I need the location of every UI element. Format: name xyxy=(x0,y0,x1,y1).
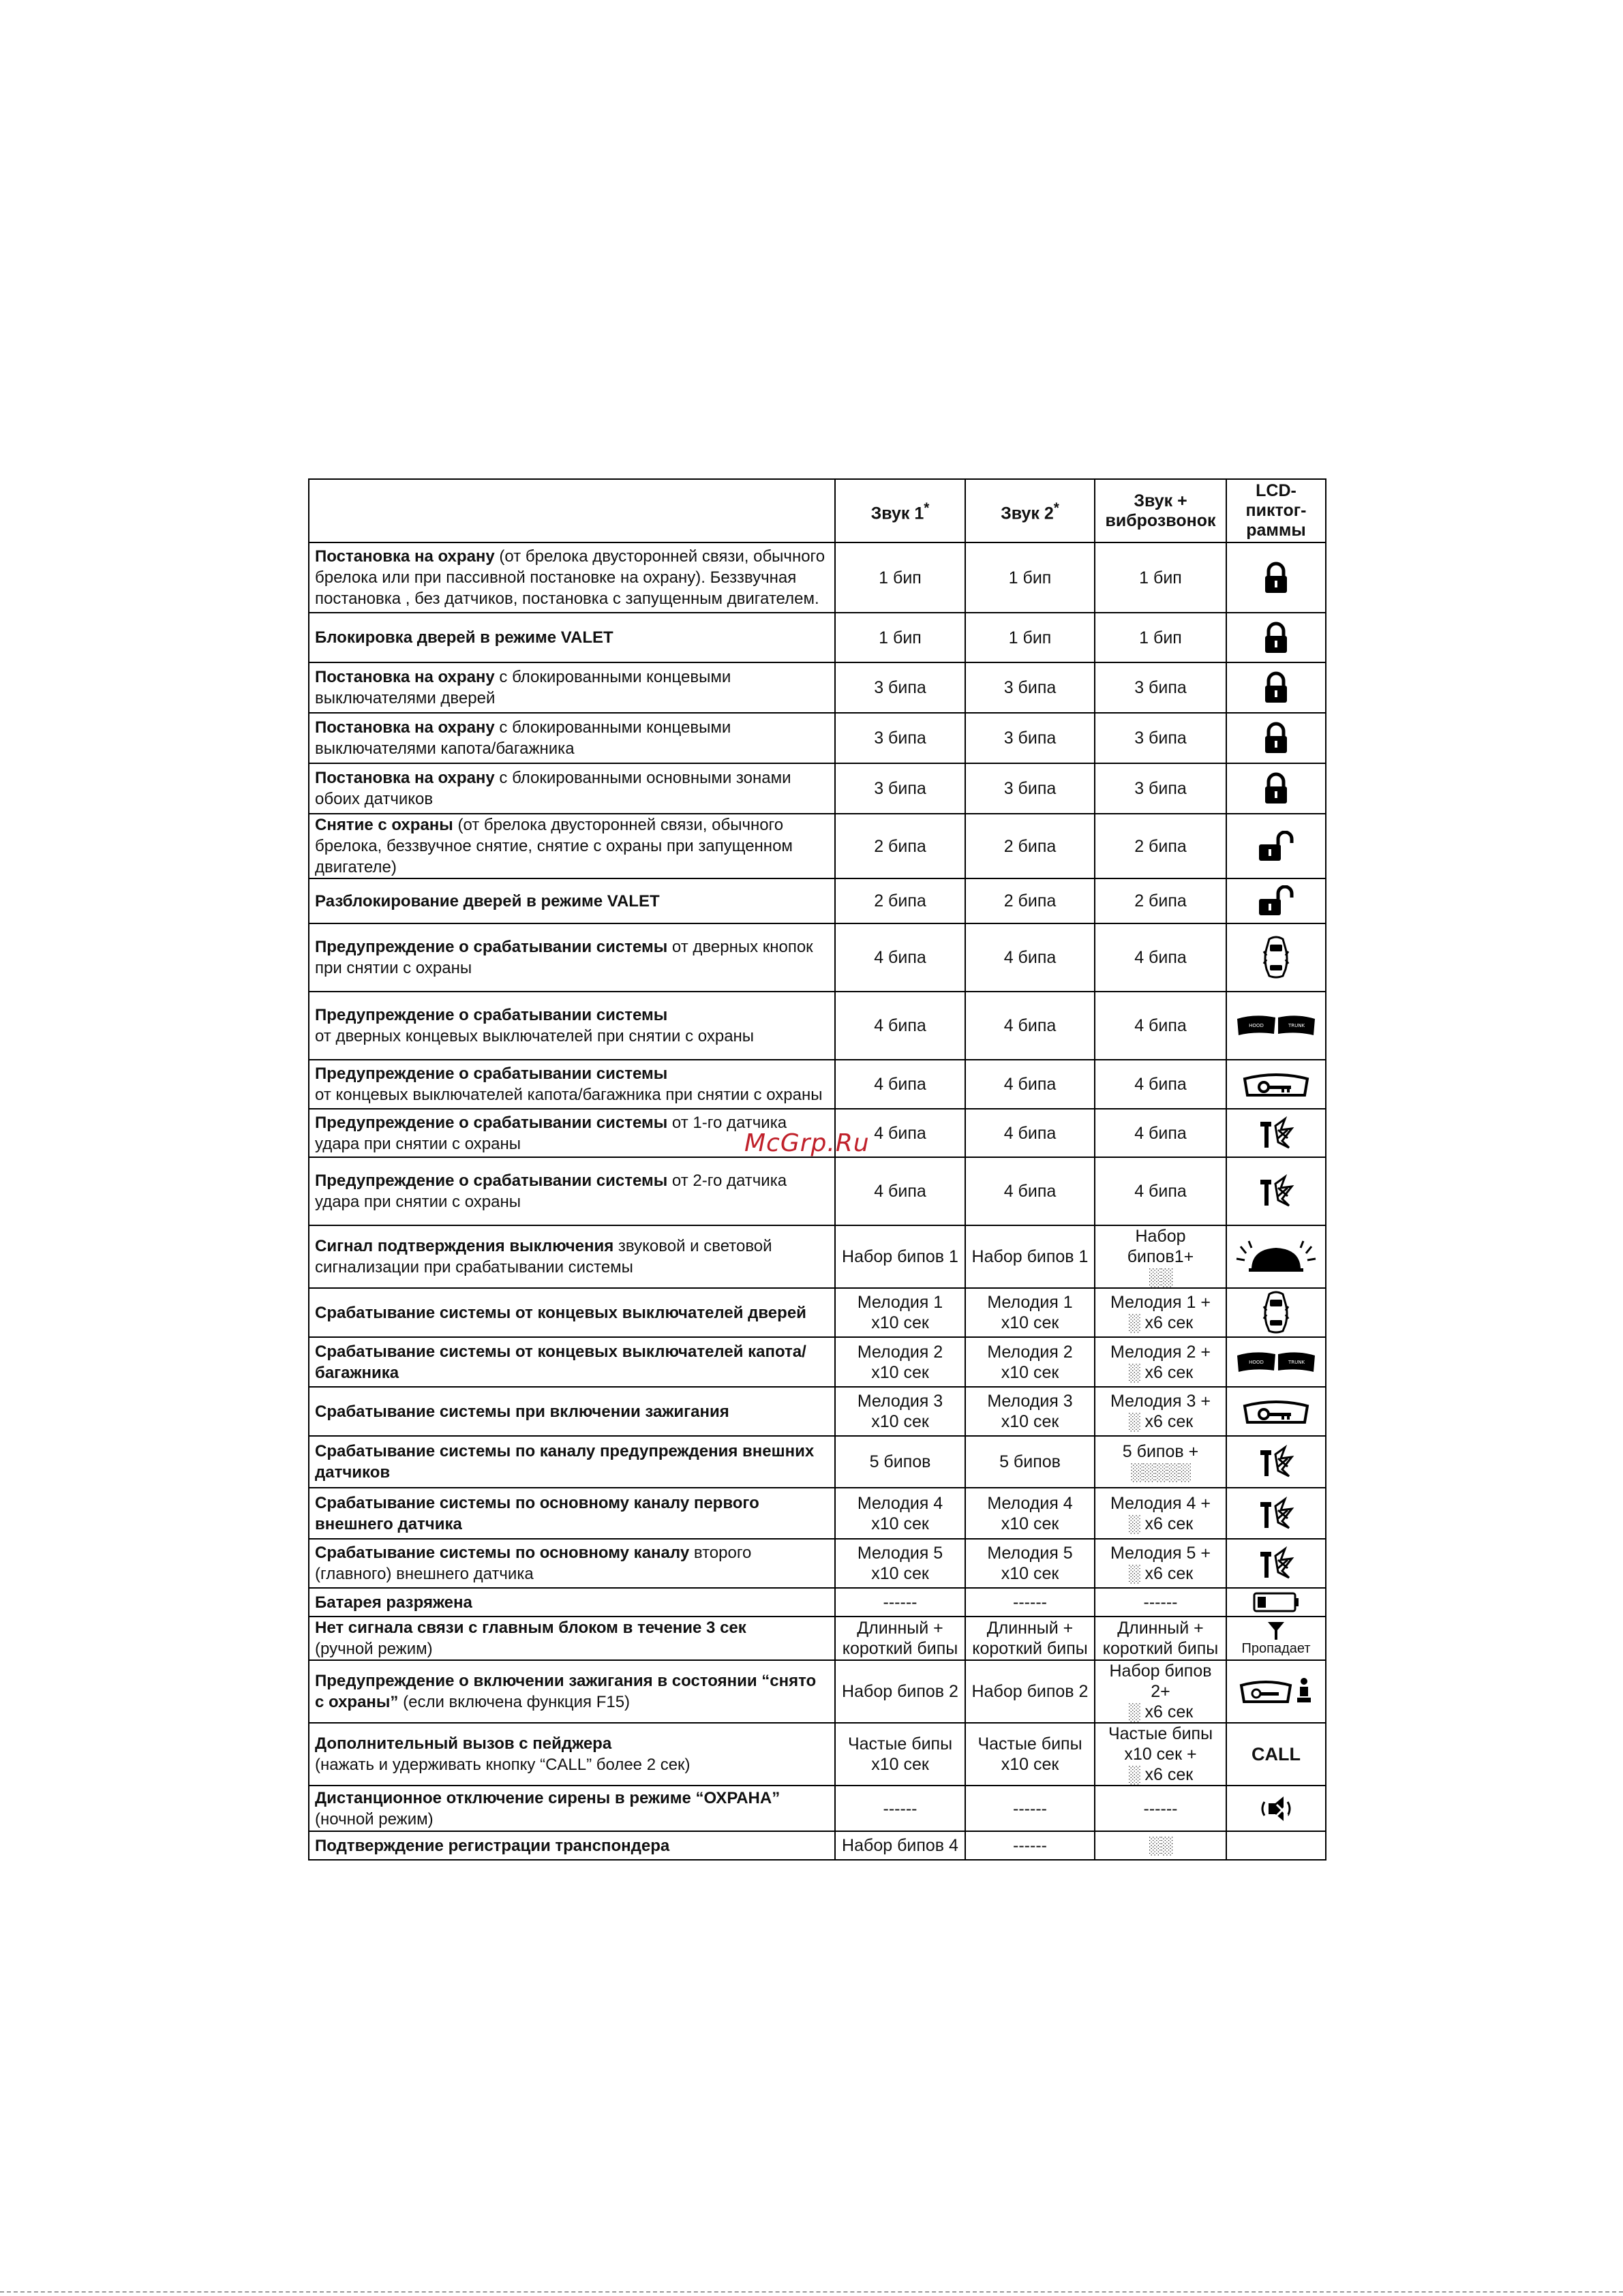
event-details: от дверных концевых выключателей при снятии с охраны xyxy=(315,1027,755,1045)
sound-vibro-value-line-1: Набор бипов 2+ xyxy=(1109,1662,1212,1701)
event-title: Постановка на охрану xyxy=(315,718,495,737)
sound2-value: 4 бипа xyxy=(965,923,1095,992)
svg-text:HOOD: HOOD xyxy=(1249,1023,1264,1028)
sound2-value: 2 бипа xyxy=(965,878,1095,923)
sound2-value: 3 бипа xyxy=(965,763,1095,814)
sound1-value xyxy=(835,1337,965,1387)
sound2-value: 5 бипов xyxy=(965,1436,1095,1488)
table-row xyxy=(309,1617,1326,1660)
table-row xyxy=(309,1723,1326,1786)
sound-vibro-value-line-1: ░░ xyxy=(1148,1836,1173,1855)
page-bottom-dashed-line xyxy=(0,2291,1623,2293)
lcd-icon-cell xyxy=(1226,1060,1326,1109)
sound1-value-line-2: х10 сек xyxy=(871,1362,929,1382)
event-title: Снятие с охраны xyxy=(315,816,453,834)
table-body xyxy=(309,542,1326,1860)
table-row xyxy=(309,814,1326,878)
sound2-value: Набор бипов 2 xyxy=(965,1660,1095,1723)
lock-closed-icon xyxy=(1262,782,1290,794)
event-description xyxy=(309,713,835,763)
event-description xyxy=(309,1157,835,1225)
table-row xyxy=(309,662,1326,713)
table-row xyxy=(309,1387,1326,1436)
table-row xyxy=(309,992,1326,1060)
header-lcd-icons xyxy=(1226,479,1326,542)
sound2-value xyxy=(965,1723,1095,1786)
sound1-value-line-1: Мелодия 2 xyxy=(857,1342,943,1362)
lcd-icon-cell xyxy=(1226,763,1326,814)
event-description xyxy=(309,1337,835,1387)
sound-vibro-value-line-2: ░░░░░ xyxy=(1130,1463,1191,1482)
car-doors-icon xyxy=(1261,951,1291,963)
event-details: (нажать и удерживать кнопку “CALL” более 2 сек) xyxy=(315,1756,691,1774)
shock-sensor-icon xyxy=(1258,1507,1294,1519)
table-row xyxy=(309,1436,1326,1488)
event-title: Срабатывание системы от концевых выключателей капота/багажника xyxy=(315,1342,806,1382)
table-row xyxy=(309,613,1326,662)
event-title: Срабатывание системы по каналу предупреждения внешних датчиков xyxy=(315,1442,815,1482)
lcd-icon-cell xyxy=(1226,1660,1326,1723)
sound2-value-line-1: Мелодия 5 xyxy=(987,1544,1073,1563)
sound-vibro-value: 4 бипа xyxy=(1095,1060,1226,1109)
sound-vibro-value: 2 бипа xyxy=(1095,878,1226,923)
event-details: с блокированными концевыми выключателями дверей xyxy=(315,668,731,707)
table-row xyxy=(309,878,1326,923)
sound1-value: 4 бипа xyxy=(835,923,965,992)
lcd-icon-cell xyxy=(1226,1337,1326,1387)
hood-trunk-icon xyxy=(1236,1356,1316,1368)
sound1-value: 4 бипа xyxy=(835,992,965,1060)
sound1-value: Набор бипов 4 xyxy=(835,1831,965,1860)
header-sound2-label: Звук 2 xyxy=(1001,504,1054,523)
lcd-icon-cell xyxy=(1226,1436,1326,1488)
event-details: (от брелока двусторонней связи, обычного брелока, беззвучное снятие, снятие с охраны при запущенном двигателе) xyxy=(315,816,793,876)
sound1-value-line-1: Мелодия 5 xyxy=(857,1544,943,1563)
lcd-icon-cell xyxy=(1226,814,1326,878)
svg-text:TRUNK: TRUNK xyxy=(1288,1359,1305,1365)
call-text-icon: CALL xyxy=(1252,1743,1301,1764)
sound-vibro-value-line-1: 5 бипов + xyxy=(1122,1442,1199,1461)
sound-vibro-value-line-2: ░ х6 сек xyxy=(1127,1412,1194,1431)
sound2-value: ------ xyxy=(965,1831,1095,1860)
event-details: второго (главного) внешнего датчика xyxy=(315,1544,752,1583)
sound-vibro-value xyxy=(1095,1337,1226,1387)
sound-vibro-value: ------ xyxy=(1095,1786,1226,1831)
header-sound1 xyxy=(835,479,965,542)
table-row xyxy=(309,1786,1326,1831)
event-title: Предупреждение о срабатывании системы xyxy=(315,1006,668,1024)
sound-vibro-value-line-3: ░ х6 сек xyxy=(1127,1765,1194,1784)
event-title: Срабатывание системы при включении зажигания xyxy=(315,1402,729,1421)
svg-text:HOOD: HOOD xyxy=(1249,1359,1264,1365)
event-description xyxy=(309,1786,835,1831)
sound-vibro-value xyxy=(1095,1660,1226,1723)
event-title: Дистанционное отключение сирены в режиме “ОХРАНА” xyxy=(315,1788,780,1807)
header-lcd-line1: LCD- xyxy=(1256,481,1296,500)
shock-sensor-icon xyxy=(1258,1185,1294,1197)
header-sound-vibro-line2: виброзвонок xyxy=(1105,510,1216,530)
sound2-value-line-2: х10 сек xyxy=(1001,1755,1059,1774)
sound-vibro-value-line-2: ░ х6 сек xyxy=(1127,1362,1194,1382)
lcd-icon-cell xyxy=(1226,662,1326,713)
key-person-icon xyxy=(1239,1685,1314,1697)
event-description xyxy=(309,1488,835,1539)
sound2-value: 2 бипа xyxy=(965,814,1095,878)
sound1-value-line-1: Мелодия 4 xyxy=(857,1493,943,1513)
sound-vibro-value: 1 бип xyxy=(1095,542,1226,613)
sound-vibro-value: 4 бипа xyxy=(1095,992,1226,1060)
lcd-icon-cell xyxy=(1226,878,1326,923)
event-title: Предупреждение о срабатывании системы xyxy=(315,938,668,956)
header-lcd-line2: пиктог- xyxy=(1245,501,1307,520)
sound1-value: 4 бипа xyxy=(835,1109,965,1157)
sound2-value xyxy=(965,1337,1095,1387)
lcd-icon-cell xyxy=(1226,1723,1326,1786)
sound1-value xyxy=(835,1617,965,1660)
sound-vibro-value: 3 бипа xyxy=(1095,662,1226,713)
sound2-value xyxy=(965,1539,1095,1588)
sound2-value-line-2: х10 сек xyxy=(1001,1564,1059,1583)
event-title: Срабатывание системы по основному каналу xyxy=(315,1544,690,1562)
sound-vibro-value xyxy=(1095,1225,1226,1288)
header-sound-vibro xyxy=(1095,479,1226,542)
sound2-value-line-2: х10 сек xyxy=(1001,1514,1059,1533)
sound2-value: 4 бипа xyxy=(965,1060,1095,1109)
sound1-value: 4 бипа xyxy=(835,1157,965,1225)
lock-open-icon xyxy=(1258,840,1294,852)
sound1-value xyxy=(835,1288,965,1337)
event-description xyxy=(309,992,835,1060)
header-sound2-asterisk: * xyxy=(1053,500,1059,516)
sound2-value xyxy=(965,1387,1095,1436)
event-description xyxy=(309,1723,835,1786)
sound-vibro-value: 4 бипа xyxy=(1095,1109,1226,1157)
sound2-value: Набор бипов 1 xyxy=(965,1225,1095,1288)
table-row xyxy=(309,1337,1326,1387)
sound1-value-line-1: Частые бипы xyxy=(847,1734,953,1754)
sound-vibro-value: 3 бипа xyxy=(1095,713,1226,763)
event-title: Постановка на охрану xyxy=(315,769,495,787)
sound2-value: 4 бипа xyxy=(965,1157,1095,1225)
table-header-row xyxy=(309,479,1326,542)
sound-vibro-value-line-1: Мелодия 1 + xyxy=(1110,1293,1211,1312)
table-row xyxy=(309,542,1326,613)
lcd-icon-cell xyxy=(1226,1109,1326,1157)
table-row xyxy=(309,923,1326,992)
sound1-value: 4 бипа xyxy=(835,1060,965,1109)
event-description xyxy=(309,923,835,992)
event-title: Дополнительный вызов с пейджера xyxy=(315,1734,612,1753)
ignition-key-icon xyxy=(1242,1405,1310,1417)
sound-vibro-value-line-2: ░░ xyxy=(1148,1268,1173,1287)
sound2-value-line-1: Мелодия 1 xyxy=(987,1293,1073,1312)
event-description xyxy=(309,814,835,878)
sound-vibro-value: 4 бипа xyxy=(1095,923,1226,992)
sound1-value-line-2: х10 сек xyxy=(871,1313,929,1332)
event-title: Предупреждение о срабатывании системы xyxy=(315,1113,668,1132)
lcd-icon-cell xyxy=(1226,613,1326,662)
event-details: (ночной режим) xyxy=(315,1809,434,1828)
event-details: от 2-го датчика удара при снятии с охраны xyxy=(315,1172,787,1211)
sound-vibro-value: 4 бипа xyxy=(1095,1157,1226,1225)
lcd-icon-cell xyxy=(1226,542,1326,613)
event-description xyxy=(309,662,835,713)
event-details: (если включена функция F15) xyxy=(398,1693,631,1711)
event-details: звуковой и световой сигнализации при срабатывании системы xyxy=(315,1237,772,1276)
sound1-value: 3 бипа xyxy=(835,713,965,763)
sound1-value: Набор бипов 2 xyxy=(835,1660,965,1723)
lcd-icon-cell xyxy=(1226,1831,1326,1860)
sound2-value-line-1: Мелодия 2 xyxy=(987,1342,1073,1362)
table-row xyxy=(309,713,1326,763)
sound1-value xyxy=(835,1488,965,1539)
event-title: Срабатывание системы от концевых выключателей дверей xyxy=(315,1303,806,1322)
sound1-value: ------ xyxy=(835,1588,965,1617)
sound1-value-line-2: х10 сек xyxy=(871,1564,929,1583)
sound1-value: 3 бипа xyxy=(835,662,965,713)
sound2-value xyxy=(965,1288,1095,1337)
table-row xyxy=(309,1225,1326,1288)
sound2-value: 4 бипа xyxy=(965,992,1095,1060)
lcd-icon-cell xyxy=(1226,1387,1326,1436)
lcd-icon-cell xyxy=(1226,713,1326,763)
event-title: Подтверждение регистрации транспондера xyxy=(315,1836,670,1855)
sound-vibro-value-line-1: Мелодия 3 + xyxy=(1110,1392,1211,1411)
sound-vibro-value: 3 бипа xyxy=(1095,763,1226,814)
table-row xyxy=(309,1157,1326,1225)
sound2-value: ------ xyxy=(965,1786,1095,1831)
sound-vibro-value-line-2: ░ х6 сек xyxy=(1127,1313,1194,1332)
sound1-value-line-1: Мелодия 3 xyxy=(857,1392,943,1411)
sound1-value xyxy=(835,1539,965,1588)
sound1-value-line-2: х10 сек xyxy=(871,1755,929,1774)
event-description xyxy=(309,1588,835,1617)
table-row xyxy=(309,1588,1326,1617)
table-row xyxy=(309,1660,1326,1723)
sound1-value-line-2: короткий бипы xyxy=(842,1639,958,1658)
event-description xyxy=(309,1660,835,1723)
event-description xyxy=(309,542,835,613)
event-details: от 1-го датчика удара при снятии с охраны xyxy=(315,1113,787,1153)
event-description xyxy=(309,613,835,662)
sound2-value-line-2: короткий бипы xyxy=(972,1639,1088,1658)
svg-text:TRUNK: TRUNK xyxy=(1288,1023,1305,1028)
sound-vibro-value-line-1: Мелодия 4 + xyxy=(1110,1493,1211,1513)
lcd-icon-cell xyxy=(1226,992,1326,1060)
sound-vibro-value: 1 бип xyxy=(1095,613,1226,662)
lock-closed-icon xyxy=(1262,572,1290,583)
sound2-value-line-1: Длинный + xyxy=(986,1619,1074,1638)
sound-vibro-value xyxy=(1095,1288,1226,1337)
sound-vibro-value-line-2: ░ х6 сек xyxy=(1127,1514,1194,1533)
sound2-value xyxy=(965,1617,1095,1660)
lcd-icon-cell xyxy=(1226,1617,1326,1660)
header-sound1-label: Звук 1 xyxy=(870,504,924,523)
header-sound2 xyxy=(965,479,1095,542)
event-description xyxy=(309,1617,835,1660)
event-title: Блокировка дверей в режиме VALET xyxy=(315,628,613,647)
event-description xyxy=(309,1060,835,1109)
event-description xyxy=(309,1539,835,1588)
sound-vibro-value xyxy=(1095,1488,1226,1539)
sound-vibro-value-line-2: х10 сек + xyxy=(1124,1745,1197,1764)
watermark-text: McGrp.Ru xyxy=(744,1129,870,1157)
sound-vibro-value-line-2: короткий бипы xyxy=(1102,1639,1219,1658)
event-description xyxy=(309,1288,835,1337)
sound1-value: 3 бипа xyxy=(835,763,965,814)
sound1-value: 5 бипов xyxy=(835,1436,965,1488)
event-details: от концевых выключателей капота/багажника при снятии с охраны xyxy=(315,1086,823,1104)
sound-vibro-value-line-1: Мелодия 2 + xyxy=(1110,1342,1211,1362)
sound-vibro-value-line-1: Мелодия 5 + xyxy=(1110,1544,1211,1563)
lock-closed-icon xyxy=(1262,682,1290,693)
event-title: Предупреждение о включении зажигания в состоянии “снято с охраны” xyxy=(315,1672,817,1711)
hood-trunk-icon xyxy=(1236,1020,1316,1031)
event-description xyxy=(309,1225,835,1288)
header-lcd-line3: раммы xyxy=(1246,521,1306,540)
sound1-value-line-2: х10 сек xyxy=(871,1412,929,1431)
event-title: Постановка на охрану xyxy=(315,668,495,686)
lcd-icon-cell xyxy=(1226,1786,1326,1831)
sound-vibro-value: 2 бипа xyxy=(1095,814,1226,878)
sound-vibro-value xyxy=(1095,1539,1226,1588)
sound2-value-line-2: х10 сек xyxy=(1001,1313,1059,1332)
event-title: Предупреждение о срабатывании системы xyxy=(315,1065,668,1083)
sound-vibro-value-line-1: Частые бипы xyxy=(1108,1724,1213,1743)
sound-vibro-value xyxy=(1095,1436,1226,1488)
sound2-value-line-1: Мелодия 4 xyxy=(987,1493,1073,1513)
sound-vibro-value-line-1: Длинный + xyxy=(1117,1619,1204,1638)
event-details: от дверных кнопок при снятии с охраны xyxy=(315,938,813,977)
event-description xyxy=(309,763,835,814)
sound1-value: Набор бипов 1 xyxy=(835,1225,965,1288)
sound1-value xyxy=(835,1723,965,1786)
sound1-value-line-1: Мелодия 1 xyxy=(857,1293,943,1312)
sound-vibro-value-line-2: ░ х6 сек xyxy=(1127,1564,1194,1583)
shock-sensor-icon xyxy=(1258,1127,1294,1139)
car-doors-icon xyxy=(1261,1306,1291,1318)
sound-vibro-value xyxy=(1095,1831,1226,1860)
siren-mute-icon xyxy=(1258,1803,1294,1814)
event-details: (от брелока двусторонней связи, обычного брелока или при пассивной постановке на охрану). Беззвучная постановка , без датчиков, постановка с запущенным двигателем. xyxy=(315,547,825,608)
sound1-value-line-2: х10 сек xyxy=(871,1514,929,1533)
event-description xyxy=(309,878,835,923)
lcd-icon-cell xyxy=(1226,1225,1326,1288)
ignition-key-icon xyxy=(1242,1078,1310,1090)
shock-sensor-icon xyxy=(1258,1557,1294,1569)
sound-vibro-value xyxy=(1095,1387,1226,1436)
event-title: Батарея разряжена xyxy=(315,1593,472,1612)
lcd-icon-cell xyxy=(1226,1588,1326,1617)
lcd-icon-cell xyxy=(1226,1488,1326,1539)
event-title: Срабатывание системы по основному каналу первого внешнего датчика xyxy=(315,1493,759,1533)
sound1-value: 2 бипа xyxy=(835,814,965,878)
table-row xyxy=(309,763,1326,814)
sound2-value: ------ xyxy=(965,1588,1095,1617)
table-row xyxy=(309,1831,1326,1860)
lcd-icon-cell xyxy=(1226,1539,1326,1588)
header-event xyxy=(309,479,835,542)
sound1-value: ------ xyxy=(835,1786,965,1831)
table-row xyxy=(309,1288,1326,1337)
event-details: с блокированными основными зонами обоих датчиков xyxy=(315,769,791,808)
table-row xyxy=(309,1488,1326,1539)
lcd-icon-cell xyxy=(1226,1288,1326,1337)
signal-table xyxy=(308,478,1326,1861)
sound2-value-line-2: х10 сек xyxy=(1001,1412,1059,1431)
sound1-value xyxy=(835,1387,965,1436)
sound2-value: 1 бип xyxy=(965,613,1095,662)
antenna-icon xyxy=(1266,1625,1286,1636)
event-description xyxy=(309,1831,835,1860)
lock-closed-icon xyxy=(1262,632,1290,643)
sound2-value-line-2: х10 сек xyxy=(1001,1362,1059,1382)
lock-open-icon xyxy=(1258,895,1294,906)
sound-vibro-value: ------ xyxy=(1095,1588,1226,1617)
sound-vibro-value-line-1: Набор бипов1+ xyxy=(1127,1227,1194,1266)
event-title: Постановка на охрану xyxy=(315,547,495,566)
sound2-value: 3 бипа xyxy=(965,713,1095,763)
sound2-value-line-1: Частые бипы xyxy=(977,1734,1082,1754)
lcd-icon-cell xyxy=(1226,1157,1326,1225)
flashing-light-icon xyxy=(1235,1251,1317,1262)
sound2-value xyxy=(965,1488,1095,1539)
header-sound-vibro-line1: Звук + xyxy=(1134,491,1187,510)
sound2-value: 3 бипа xyxy=(965,662,1095,713)
sound2-value: 1 бип xyxy=(965,542,1095,613)
shock-sensor-icon xyxy=(1258,1456,1294,1467)
sound1-value: 2 бипа xyxy=(835,878,965,923)
event-description xyxy=(309,1387,835,1436)
event-title: Нет сигнала связи с главным блоком в течение 3 сек xyxy=(315,1619,746,1637)
header-sound1-asterisk: * xyxy=(924,500,930,516)
event-title: Сигнал подтверждения выключения xyxy=(315,1237,614,1255)
event-title: Предупреждение о срабатывании системы xyxy=(315,1172,668,1190)
sound-vibro-value xyxy=(1095,1617,1226,1660)
lcd-icon-cell xyxy=(1226,923,1326,992)
sound1-value: 1 бип xyxy=(835,542,965,613)
event-details: (ручной режим) xyxy=(315,1640,433,1658)
lock-closed-icon xyxy=(1262,732,1290,744)
event-description xyxy=(309,1436,835,1488)
icon-caption: Пропадает xyxy=(1241,1641,1311,1656)
sound1-value-line-1: Длинный + xyxy=(857,1619,943,1638)
sound1-value: 1 бип xyxy=(835,613,965,662)
table-row xyxy=(309,1539,1326,1588)
sound-vibro-value xyxy=(1095,1723,1226,1786)
event-details: с блокированными концевыми выключателями капота/багажника xyxy=(315,718,731,758)
event-title: Разблокирование дверей в режиме VALET xyxy=(315,891,660,910)
sound2-value: 4 бипа xyxy=(965,1109,1095,1157)
sound-vibro-value-line-2: ░ х6 сек xyxy=(1127,1702,1194,1721)
battery-low-icon xyxy=(1253,1596,1299,1608)
sound2-value-line-1: Мелодия 3 xyxy=(987,1392,1073,1411)
table-row xyxy=(309,1060,1326,1109)
